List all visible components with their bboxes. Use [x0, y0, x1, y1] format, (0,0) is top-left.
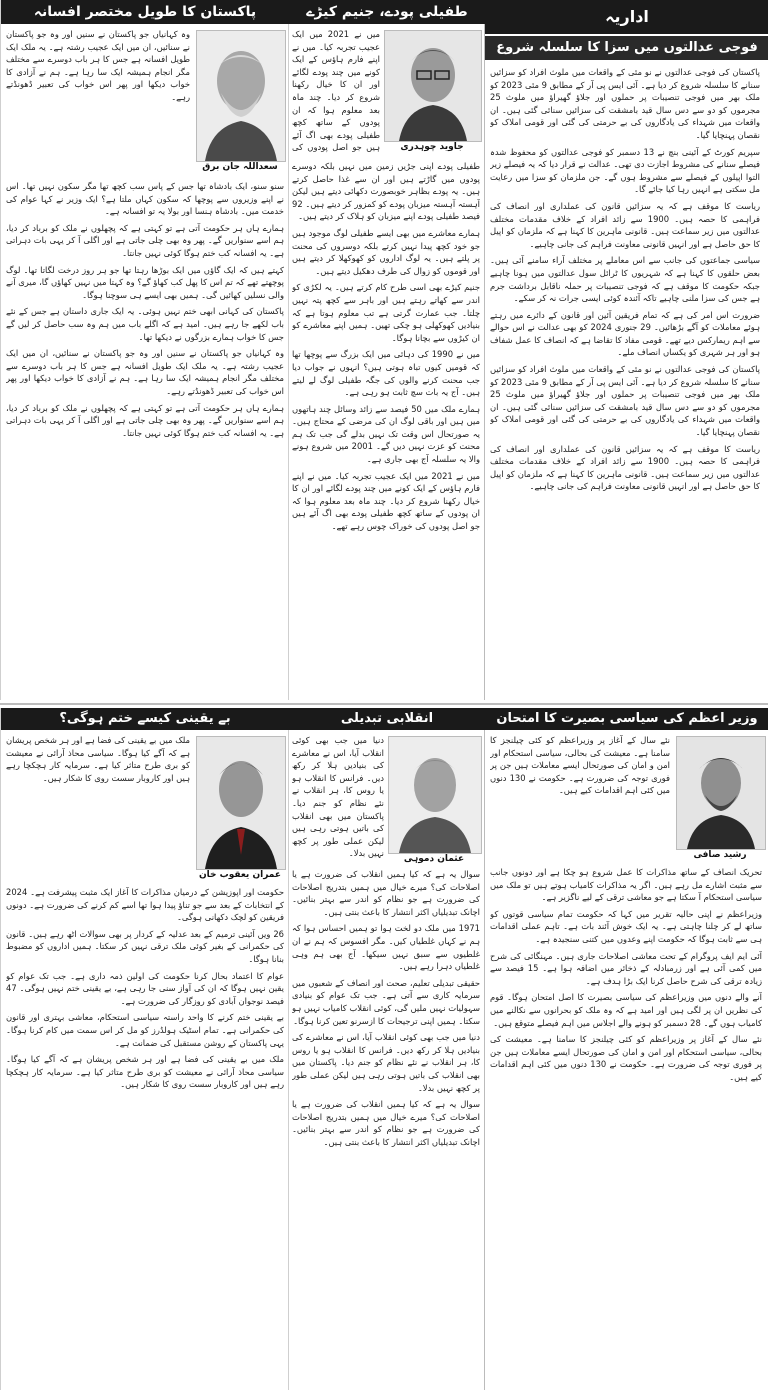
column3-title: وزیر اعظم کی سیاسی بصیرت کا امتحان	[485, 708, 768, 730]
column4-author-photo	[388, 736, 482, 854]
column5-author-name: عمران یعقوب خان	[199, 870, 281, 880]
author-portrait-icon	[389, 737, 481, 853]
column3-paragraph: آئی ایم ایف پروگرام کے تحت معاشی اصلاحات جاری ہیں۔ مہنگائی کی شرح میں کمی آئی ہے اور زرمبادلہ کے ذخائر میں اضافہ ہوا ہے۔ 15 فیصد سے زیادہ ترقی کی شرح حاصل کرنا ایک بڑا ہدف ہے۔	[490, 950, 762, 986]
column1-paragraph: جنیم کیڑے بھی اسی طرح کام کرتے ہیں۔ یہ لکڑی کو اندر سے کھاتے رہتے ہیں اور باہر سے کچھ پتہ نہیں چلتا۔ جب عمارت گرتی ہے تب معلوم ہوتا ہے کہ بنیادیں کھوکھلی ہو چکی تھیں۔ ہمیں اپنے معاشرے کو ان کیڑوں سے بچانا ہوگا۔	[292, 282, 480, 343]
column4-author-name: عثمان دموہی	[403, 854, 465, 864]
column4-paragraph: 1971 میں ملک دو لخت ہوا تو ہمیں احساس ہوا کہ ہم نے کہاں غلطیاں کیں۔ مگر افسوس کہ ہم نے ان غلطیوں سے سبق نہیں سیکھا۔ آج بھی ہم وہی غلطیاں دہرا رہے ہیں۔	[292, 923, 480, 972]
column2-body-main	[6, 180, 284, 696]
column2-paragraph: سنو سنو، ایک بادشاہ تھا جس کے پاس سب کچھ تھا مگر سکون نہیں تھا۔ اس نے اپنے وزیروں سے پوچھا کہ سکون کہاں ملتا ہے؟ ایک وزیر نے کہا عوام کی خدمت میں۔ بادشاہ ہنسا اور بولا یہ تو افسانہ ہے۔	[6, 181, 284, 217]
column2-title: پاکستان کا طویل مختصر افسانہ	[1, 0, 289, 24]
column3-paragraph: نئے سال کے آغاز پر وزیراعظم کو کئی چیلنجز کا سامنا ہے۔ معیشت کی بحالی، سیاسی استحکام اور امن و امان کی صورتحال ایسے معاملات ہیں جن پر فوری توجہ کی ضرورت ہے۔ حکومت نے 130 دنوں میں کئی اہم اقدامات کیے ہیں۔	[490, 735, 670, 796]
column2-body-top	[6, 28, 190, 178]
column1-paragraph: میں نے 2021 میں ایک عجیب تجربہ کیا۔ میں نے اپنے فارم ہاؤس کے ایک کونے میں چند پودے لگائے اور ان کا خیال رکھنا شروع کر دیا۔ چند ماہ بعد معلوم ہوا کہ ان پودوں کے ساتھ کچھ طفیلی پودے بھی اگ آئے ہیں جو اصل پودوں کی خوراک چوس رہے تھے۔	[292, 470, 480, 532]
column5-title: بے یقینی کیسے ختم ہوگی؟	[1, 708, 289, 730]
editorial-paragraph: پاکستان کی فوجی عدالتوں نے نو مئی کے واقعات میں ملوث افراد کو سزائیں سنانے کا سلسلہ شروع کر دیا ہے۔ آئی ایس پی آر کے مطابق 9 مئی 2023 کو ملک بھر میں فوجی تنصیبات پر حملوں اور جلاؤ گھیراؤ میں ملوث 25 مجرموں کو دو سے دس سال قید بامشقت کی سزائیں سنائی گئی ہیں۔ ان واقعات میں شہداء کی یادگاروں کی بے حرمتی کی گئی اور قومی املاک کو نقصان پہنچایا گیا۔	[490, 67, 760, 140]
author-portrait-icon	[197, 737, 285, 869]
column3-paragraph: تحریک انصاف کے ساتھ مذاکرات کا عمل شروع ہو چکا ہے اور دونوں جانب سے مثبت اشارے مل رہے ہیں۔ اگر یہ مذاکرات کامیاب ہوتے ہیں تو ملک میں سیاسی استحکام آ سکتا ہے جو معاشی ترقی کے لیے ناگزیر ہے۔	[490, 867, 762, 903]
editorial-label: اداریہ	[485, 0, 768, 34]
column5-paragraph: 26 ویں آئینی ترمیم کے بعد عدلیہ کے کردار پر بھی سوالات اٹھ رہے ہیں۔ قانون کی حکمرانی کے بغیر کوئی ملک ترقی نہیں کر سکتا۔ ہمیں اداروں کو مضبوط بنانا ہوگا۔	[6, 928, 284, 964]
column3-paragraph: وزیراعظم نے اپنی حالیہ تقریر میں کہا کہ حکومت تمام سیاسی قوتوں کو ساتھ لے کر چلنا چاہتی ہے۔ یہ ایک خوش آئند بات ہے۔ تاہم عملی اقدامات ہی سے ثابت ہوگا کہ حکومت اپنے وعدوں میں کتنی سنجیدہ ہے۔	[490, 908, 762, 944]
column5-paragraph: ملک میں بے یقینی کی فضا ہے اور ہر شخص پریشان ہے کہ آگے کیا ہوگا۔ سیاسی محاذ آرائی نے معیشت کو بری طرح متاثر کیا ہے۔ سرمایہ کار ہچکچا رہے ہیں اور کاروبار سست روی کا شکار ہیں۔	[6, 1054, 284, 1090]
section-divider	[0, 703, 768, 705]
column2-paragraph: پاکستان کی کہانی ابھی ختم نہیں ہوئی۔ یہ ایک جاری داستان ہے جس کے نئے باب لکھے جا رہے ہیں۔ امید ہے کہ اگلے باب میں ہم وہ سب حاصل کر لیں گے جس کا خواب ہمارے بزرگوں نے دیکھا تھا۔	[6, 306, 284, 342]
column3-author-name: رشید صافی	[693, 850, 747, 860]
editorial-paragraph: پاکستان کی فوجی عدالتوں نے نو مئی کے واقعات میں ملوث افراد کو سزائیں سنانے کا سلسلہ شروع کر دیا ہے۔ آئی ایس پی آر کے مطابق 9 مئی 2023 کو ملک بھر میں فوجی تنصیبات پر حملوں اور جلاؤ گھیراؤ میں ملوث 25 مجرموں کو دو سے دس سال قید بامشقت کی سزائیں سنائی گئی ہیں۔ ان واقعات میں شہداء کی یادگاروں کی بے حرمتی کی گئی اور قومی املاک کو نقصان پہنچایا گیا۔	[490, 364, 760, 438]
column1-paragraph: میں نے 2021 میں ایک عجیب تجربہ کیا۔ میں نے اپنے فارم ہاؤس کے ایک کونے میں چند پودے لگائے اور ان کا خیال رکھنا شروع کر دیا۔ چند ماہ بعد معلوم ہوا کہ ان پودوں کے ساتھ کچھ طفیلی پودے بھی اگ آئے ہیں جو اصل پودوں کی	[292, 29, 380, 153]
column1-author-photo	[384, 30, 482, 142]
column1-paragraph: ہمارے ملک میں 50 فیصد سے زائد وسائل چند ہاتھوں میں ہیں اور باقی لوگ ان کی مرضی کے محتاج ہیں۔ یہ صورتحال اس وقت تک نہیں بدلے گی جب تک ہم محنت کو عزت نہیں دیں گے۔ 2001 میں شروع ہونے والا یہ سلسلہ آج بھی جاری ہے۔	[292, 403, 480, 465]
column2-author-name: سعداللہ جان برق	[202, 162, 278, 172]
column1-author-name: جاوید چوہدری	[400, 142, 464, 152]
editorial-body	[490, 66, 760, 696]
column5-paragraph: ملک میں بے یقینی کی فضا ہے اور ہر شخص پریشان ہے کہ آگے کیا ہوگا۔ سیاسی محاذ آرائی نے معیشت کو بری طرح متاثر کیا ہے۔ سرمایہ کار ہچکچا رہے ہیں اور کاروبار سست روی کا شکار ہیں۔	[6, 735, 190, 783]
editorial-headline: فوجی عدالتوں میں سزا کا سلسلہ شروع	[485, 36, 768, 60]
column3-paragraph: نئے سال کے آغاز پر وزیراعظم کو کئی چیلنجز کا سامنا ہے۔ معیشت کی بحالی، سیاسی استحکام اور امن و امان کی صورتحال ایسے معاملات ہیں جن پر فوری توجہ کی ضرورت ہے۔ حکومت نے 130 دنوں میں کئی اہم اقدامات کیے ہیں۔	[490, 1034, 762, 1082]
column2-paragraph: کہتے ہیں کہ ایک گاؤں میں ایک بوڑھا رہتا تھا جو ہر روز درخت لگاتا تھا۔ لوگ پوچھتے تھے کہ تم اس کا پھل کب کھاؤ گے؟ وہ کہتا میں نہیں کھاؤں گا، میری آنے والی نسلیں کھائیں گی۔ ہمیں بھی ایسے ہی سوچنا ہوگا۔	[6, 264, 284, 300]
column1-title: طفیلی پودے، جنیم کیڑے	[289, 0, 485, 24]
column1-paragraph: طفیلی پودے اپنی جڑیں زمین میں نہیں بلکہ دوسرے پودوں میں گاڑتے ہیں اور ان سے غذا حاصل کرتے ہیں۔ یہ پودے بظاہر خوبصورت دکھائی دیتے ہیں لیکن آہستہ آہستہ میزبان پودے کو کمزور کر دیتے ہیں۔ 92 فیصد طفیلی پودے اپنے میزبان کو ہلاک کر دیتے ہیں۔	[292, 161, 480, 222]
column2-paragraph: ہمارے ہاں ہر حکومت آتی ہے تو کہتی ہے کہ پچھلوں نے ملک کو برباد کر دیا، ہم اسے سنواریں گے۔ پھر وہ بھی چلی جاتی ہے اور اگلی آ کر یہی بات دہراتی ہے۔ یہ افسانہ کب ختم ہوگا کوئی نہیں جانتا۔	[6, 222, 284, 258]
column4-title: انقلابی تبدیلی	[289, 708, 485, 730]
editorial-paragraph: ضرورت اس امر کی ہے کہ تمام فریقین آئین اور قانون کے دائرے میں رہتے ہوئے معاملات کو آگے بڑھائیں۔ 29 جنوری 2024 کو بھی عدالت نے اس حوالے سے اہم ریمارکس دیے تھے۔ قومی مفاد کا تقاضا ہے کہ انصاف کا عمل شفاف ہو اور ہر شہری کو یکساں انصاف ملے۔	[490, 309, 760, 358]
column2-paragraph: وہ کہانیاں جو پاکستان نے سنیں اور وہ جو پاکستان نے سنائیں، ان میں ایک عجیب رشتہ ہے۔ یہ ملک ایک طویل افسانہ ہے جس کا ہر باب دوسرے سے مختلف مگر انجام ہمیشہ ایک سا رہا ہے۔ ہم نے آزادی کا خواب دیکھا اور پھر اس خواب کی تعبیر ڈھونڈتے رہے۔	[6, 348, 284, 396]
column5-paragraph: عوام کا اعتماد بحال کرنا حکومت کی اولین ذمہ داری ہے۔ جب تک عوام کو یقین نہیں ہوگا کہ ان کی آواز سنی جا رہی ہے، بے یقینی ختم نہیں ہوگی۔ 47 فیصد نوجوان آبادی کو روزگار کی ضرورت ہے۔	[6, 970, 284, 1006]
column4-paragraph: سوال یہ ہے کہ کیا ہمیں انقلاب کی ضرورت ہے یا اصلاحات کی؟ میرے خیال میں ہمیں بتدریج اصلاحات کی ضرورت ہے جو نظام کو اندر سے بہتر بنائیں۔ اچانک تبدیلیاں اکثر انتشار کا باعث بنتی ہیں۔	[292, 1099, 480, 1147]
column2-author-photo	[196, 30, 286, 162]
column5-paragraph: بے یقینی ختم کرنے کا واحد راستہ سیاسی استحکام، معاشی بہتری اور قانون کی حکمرانی ہے۔ تمام اسٹیک ہولڈرز کو مل کر اس سمت میں کام کرنا ہوگا۔ یہی پاکستان کے روشن مستقبل کی ضمانت ہے۔	[6, 1012, 284, 1048]
column3-paragraph: آنے والے دنوں میں وزیراعظم کی سیاسی بصیرت کا اصل امتحان ہوگا۔ قوم کی نظریں ان پر لگی ہیں اور امید ہے کہ وہ ملک کو بحرانوں سے نکالنے میں کامیاب ہوں گے۔ 28 دسمبر کو ہونے والے اجلاس میں اہم فیصلے متوقع ہیں۔	[490, 992, 762, 1028]
column1-body	[292, 28, 380, 156]
editorial-paragraph: سیاسی جماعتوں کی جانب سے اس معاملے پر مختلف آراء سامنے آئی ہیں۔ بعض حلقوں کا کہنا ہے کہ شہریوں کا ٹرائل سول عدالتوں میں ہونا چاہیے جبکہ حکومت کا موقف ہے کہ فوجی تنصیبات پر حملہ ناقابل برداشت جرم ہے جس کی سزا ملنی چاہیے تاکہ آئندہ کوئی ایسی جرات نہ کر سکے۔	[490, 255, 760, 304]
column5-body-top	[6, 734, 190, 884]
author-portrait-icon	[385, 31, 481, 141]
author-portrait-icon	[197, 31, 285, 161]
column4-paragraph: سوال یہ ہے کہ کیا ہمیں انقلاب کی ضرورت ہے یا اصلاحات کی؟ میرے خیال میں ہمیں بتدریج اصلاحات کی ضرورت ہے جو نظام کو اندر سے بہتر بنائیں۔ اچانک تبدیلیاں اکثر انتشار کا باعث بنتی ہیں۔	[292, 869, 480, 917]
editorial-paragraph: ریاست کا موقف ہے کہ یہ سزائیں قانون کی عملداری اور انصاف کی فراہمی کا حصہ ہیں۔ 1900 سے زائد افراد کے خلاف مقدمات مختلف عدالتوں میں زیر سماعت ہیں۔ قانونی ماہرین کا کہنا ہے کہ ملزمان کو اپیل کا حق حاصل ہے اور انہیں قانونی معاونت فراہم کی جانی چاہیے۔	[490, 200, 760, 249]
column3-body-top	[490, 734, 670, 864]
column3-body-main	[490, 866, 762, 1386]
column2-paragraph: ہمارے ہاں ہر حکومت آتی ہے تو کہتی ہے کہ پچھلوں نے ملک کو برباد کر دیا، ہم اسے سنواریں گے۔ پھر وہ بھی چلی جاتی ہے اور اگلی آ کر یہی بات دہراتی ہے۔ یہ افسانہ کب ختم ہوگا کوئی نہیں جانتا۔	[6, 402, 284, 438]
column2-paragraph: وہ کہانیاں جو پاکستان نے سنیں اور وہ جو پاکستان نے سنائیں، ان میں ایک عجیب رشتہ ہے۔ یہ ملک ایک طویل افسانہ ہے جس کا ہر باب دوسرے سے مختلف مگر انجام ہمیشہ ایک سا رہا ہے۔ ہم نے آزادی کا خواب دیکھا اور پھر اس خواب کی تعبیر ڈھونڈتے رہے۔	[6, 29, 190, 102]
column4-body-top	[292, 734, 384, 864]
column4-paragraph: دنیا میں جب بھی کوئی انقلاب آیا، اس نے معاشرے کی بنیادیں ہلا کر رکھ دیں۔ فرانس کا انقلاب ہو یا روس کا، ہر انقلاب نے نئے نظام کو جنم دیا۔ پاکستان میں بھی انقلاب کی باتیں ہوتی رہی ہیں لیکن عملی طور پر کچھ نہیں بدلا۔	[292, 1032, 480, 1093]
column5-paragraph: حکومت اور اپوزیشن کے درمیان مذاکرات کا آغاز ایک مثبت پیشرفت ہے۔ 2024 کے انتخابات کے بعد سے جو تناؤ پیدا ہوا تھا اسے کم کرنے کی ضرورت ہے۔ دونوں فریقین کو لچک دکھانی ہوگی۔	[6, 887, 284, 923]
column1-paragraph: میں نے 1990 کی دہائی میں ایک بزرگ سے پوچھا تھا کہ قومیں کیوں تباہ ہوتی ہیں؟ انہوں نے جواب دیا جب محنت کرنے والوں کی جگہ طفیلی لوگ لے لیتے ہیں۔ آج یہ بات سچ ثابت ہو رہی ہے۔	[292, 349, 480, 398]
author-portrait-icon	[677, 737, 765, 849]
column5-author-photo	[196, 736, 286, 870]
column3-author-photo	[676, 736, 766, 850]
editorial-paragraph: ریاست کا موقف ہے کہ یہ سزائیں قانون کی عملداری اور انصاف کی فراہمی کا حصہ ہیں۔ 1900 سے زائد افراد کے خلاف مقدمات مختلف عدالتوں میں زیر سماعت ہیں۔ قانونی ماہرین کا کہنا ہے کہ ملزمان کو اپیل کا حق حاصل ہے اور انہیں قانونی معاونت فراہم کی جانی چاہیے۔	[490, 443, 760, 492]
column1-body-main	[292, 160, 480, 696]
column4-body-main	[292, 868, 480, 1386]
column4-paragraph: حقیقی تبدیلی تعلیم، صحت اور انصاف کے شعبوں میں سرمایہ کاری سے آتی ہے۔ جب تک عوام کو بنیادی سہولیات نہیں ملیں گی، کوئی انقلاب کامیاب نہیں ہو سکتا۔ ہمیں اپنی ترجیحات کا ازسرنو تعین کرنا ہوگا۔	[292, 977, 480, 1026]
column1-paragraph: ہمارے معاشرے میں بھی ایسے طفیلی لوگ موجود ہیں جو خود کچھ پیدا نہیں کرتے بلکہ دوسروں کی محنت پر پلتے ہیں۔ یہ لوگ اداروں کو کھوکھلا کر دیتے ہیں اور قوموں کو زوال کی طرف دھکیل دیتے ہیں۔	[292, 227, 480, 276]
editorial-paragraph: سپریم کورٹ کے آئینی بنچ نے 13 دسمبر کو فوجی عدالتوں کو محفوظ شدہ فیصلے سنانے کی مشروط اجازت دی تھی۔ عدالت نے قرار دیا کہ یہ فیصلے زیر التوا اپیلوں کے فیصلے سے مشروط ہوں گے۔ جن ملزمان کو سزا میں رعایت مل سکتی ہے انہیں رہا کیا جائے گا۔	[490, 146, 760, 195]
column5-body-main	[6, 886, 284, 1386]
column4-paragraph: دنیا میں جب بھی کوئی انقلاب آیا، اس نے معاشرے کی بنیادیں ہلا کر رکھ دیں۔ فرانس کا انقلاب ہو یا روس کا، ہر انقلاب نے نئے نظام کو جنم دیا۔ پاکستان میں بھی انقلاب کی باتیں ہوتی رہی ہیں لیکن عملی طور پر کچھ نہیں بدلا۔	[292, 735, 384, 859]
